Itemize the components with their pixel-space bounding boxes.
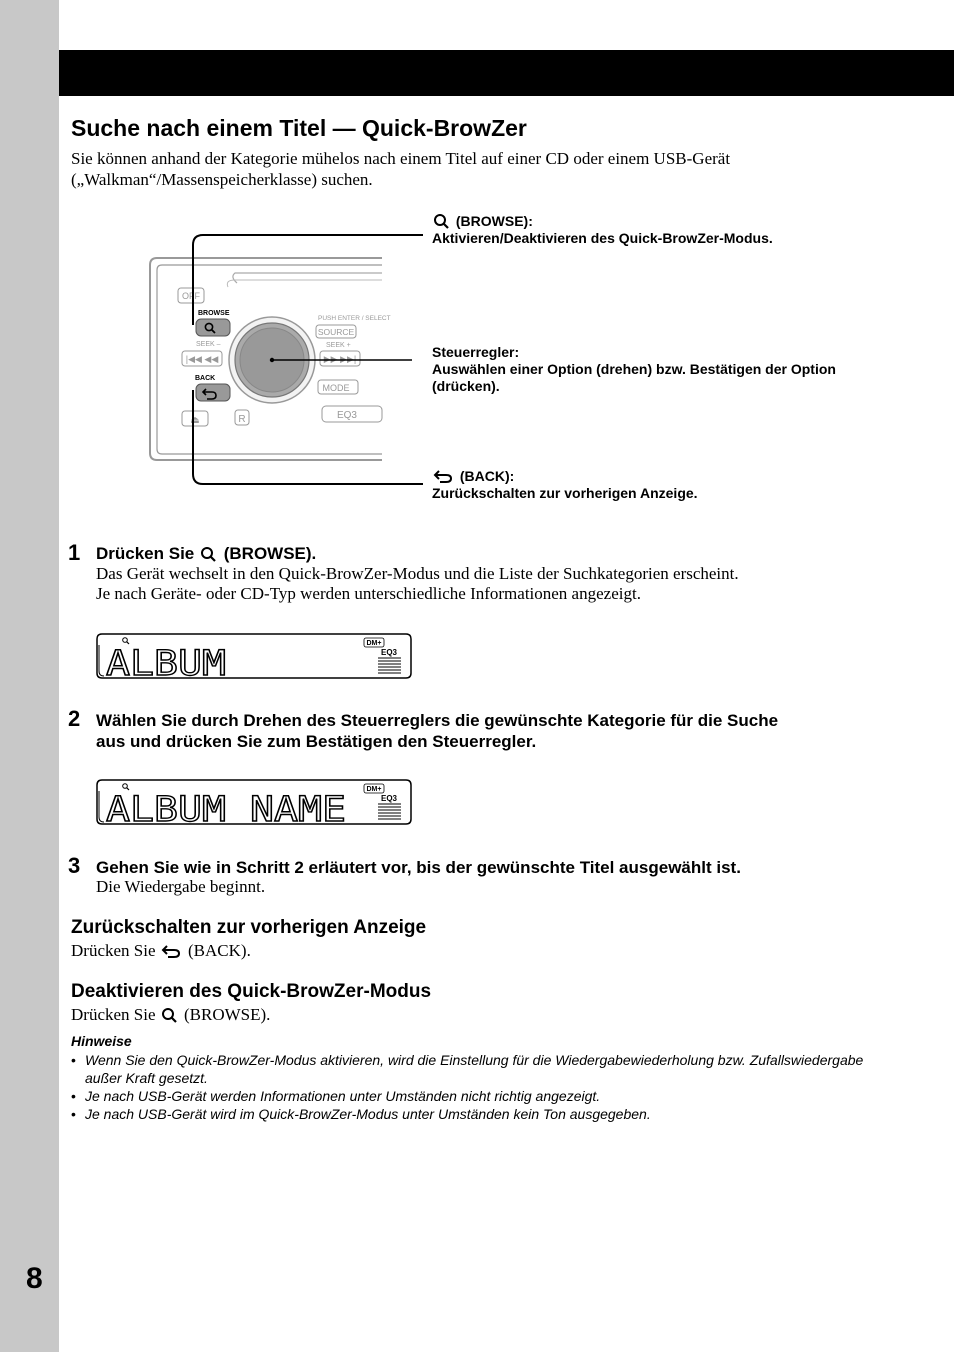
lcd-text: ALBUM [106, 644, 226, 679]
svg-text:|◀◀ ◀◀: |◀◀ ◀◀ [185, 354, 219, 364]
note-item: • Wenn Sie den Quick-BrowZer-Modus aktivieren, wird die Einstellung für die Wiedergabewiederholung bzw. Zufallswiedergabe außer Kraft gesetzt. [71, 1051, 871, 1087]
section-deactivate-heading: Deaktivieren des Quick-BrowZer-Modus [71, 981, 432, 1002]
svg-text:R: R [238, 414, 246, 425]
step-2-title-line-1: Wählen Sie durch Drehen des Steuerreglers die gewünschte Kategorie für die Suche [96, 711, 779, 730]
lcd-text: ALBUM NAME [106, 790, 346, 825]
callout-browse-desc: Aktivieren/Deaktivieren des Quick-BrowZer-Modus. [432, 230, 773, 246]
note-item: • Je nach USB-Gerät wird im Quick-BrowZer-Modus unter Umständen kein Ton ausgegeben. [71, 1105, 871, 1123]
section-back-pre: Drücken Sie [71, 941, 156, 960]
device-illustration [140, 225, 430, 495]
step-2-title-line-2: aus und drücken Sie zum Bestätigen den Steuerregler. [96, 732, 537, 751]
search-icon [199, 546, 219, 562]
back-icon [432, 468, 456, 484]
notes-title: Hinweise [71, 1033, 132, 1049]
step-1-body-line-2: Je nach Geräte- oder CD-Typ werden unterschiedliche Informationen angezeigt. [96, 584, 641, 603]
step-3-number: 3 [68, 853, 81, 878]
step-1-title-pre: Drücken Sie [96, 544, 195, 563]
lcd-display-album [96, 633, 412, 679]
section-deactivate-text [71, 1005, 270, 1025]
step-2-title [96, 710, 778, 752]
section-back-post: (BACK). [188, 941, 251, 960]
lcd-badge-eq: EQ3 [380, 648, 398, 657]
intro-line-1: Sie können anhand der Kategorie mühelos nach einem Titel auf einer CD oder einem USB-Gerät [71, 149, 731, 168]
callout-back-title: (BACK): [459, 468, 515, 484]
callout-dial [432, 344, 852, 395]
step-1-title-post: (BROWSE). [223, 544, 317, 563]
search-icon [160, 1007, 180, 1023]
lcd-badge-eq: EQ3 [380, 794, 398, 803]
callout-back-desc: Zurückschalten zur vorherigen Anzeige. [432, 485, 698, 501]
page-number: 8 [26, 1262, 43, 1295]
step-1-body [96, 564, 739, 604]
header-bar [59, 50, 954, 96]
section-deactivate-post: (BROWSE). [184, 1005, 271, 1024]
lcd-badge-dm: DM+ [366, 786, 382, 793]
device-label-back: BACK [195, 375, 216, 382]
lcd-badge-dm: DM+ [366, 640, 382, 647]
callout-dial-desc: Auswählen einer Option (drehen) bzw. Bestätigen der Option (drücken). [432, 361, 836, 394]
step-3-title: Gehen Sie wie in Schritt 2 erläutert vor, bis der gewünschte Titel ausgewählt ist. [96, 858, 741, 877]
callout-back [432, 468, 698, 502]
svg-text:⏏: ⏏ [190, 415, 200, 426]
notes-list [71, 1051, 871, 1123]
note-item: • Je nach USB-Gerät werden Informationen unter Umständen nicht richtig angezeigt. [71, 1087, 871, 1105]
lcd-display-album-name [96, 779, 412, 825]
search-icon [432, 213, 452, 229]
step-2-number: 2 [68, 706, 81, 731]
step-1-body-line-1: Das Gerät wechselt in den Quick-BrowZer-Modus und die Liste der Suchkategorien erscheint. [96, 564, 739, 583]
section-deactivate-pre: Drücken Sie [71, 1005, 156, 1024]
device-label-eq3: EQ3 [336, 410, 358, 421]
callout-dial-title: Steuerregler: [432, 344, 520, 360]
device-label-push-enter: PUSH ENTER / SELECT [318, 315, 391, 322]
callout-browse-title: (BROWSE): [455, 213, 533, 229]
step-1-title [96, 543, 316, 564]
svg-text:▶▶ ▶▶|: ▶▶ ▶▶| [323, 354, 357, 364]
step-3-body: Die Wiedergabe beginnt. [96, 877, 266, 896]
device-label-seek-plus: SEEK + [326, 342, 351, 349]
section-back-text [71, 941, 251, 961]
device-label-source: SOURCE [317, 327, 355, 337]
intro-paragraph [71, 148, 851, 190]
device-label-mode: MODE [322, 383, 350, 393]
callout-browse [432, 213, 773, 247]
section-back-heading: Zurückschalten zur vorherigen Anzeige [71, 917, 427, 938]
device-label-browse: BROWSE [198, 310, 230, 317]
intro-line-2: („Walkman“/Massenspeicherklasse) suchen. [71, 170, 373, 189]
page-title: Suche nach einem Titel — Quick-BrowZer [71, 115, 527, 141]
side-strip [0, 0, 59, 1352]
device-label-off: OFF [182, 291, 200, 301]
back-icon [160, 943, 184, 959]
device-label-seek-minus: SEEK – [196, 341, 221, 348]
step-1-number: 1 [68, 540, 81, 565]
